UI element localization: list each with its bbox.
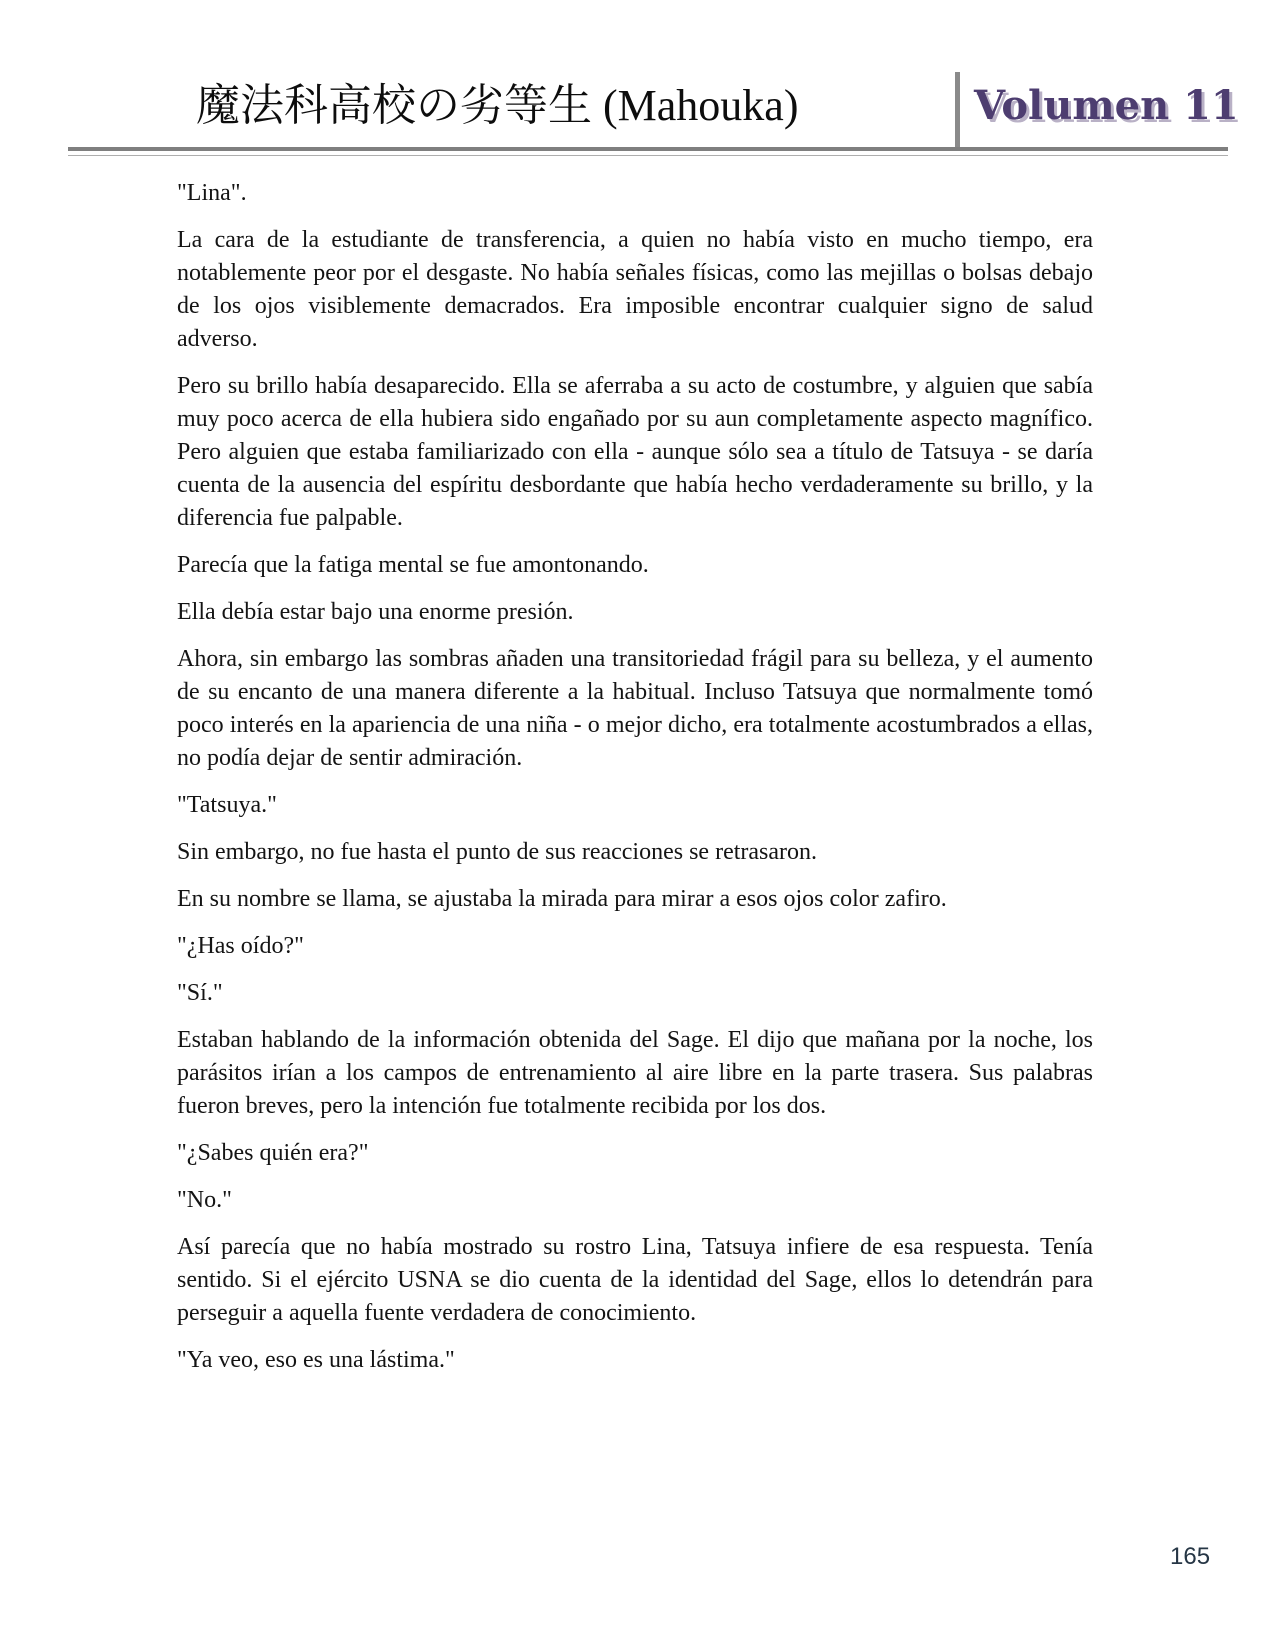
header-rule-thick [68, 147, 1228, 151]
paragraph: Estaban hablando de la información obtenida del Sage. El dijo que mañana por la noche, los parásitos irían a los campos de entrenamiento al aire libre en la parte trasera. Sus palabras fueron breves, pero la intención fue totalmente recibida por los dos. [177, 1027, 1093, 1119]
page-number: 165 [1170, 1543, 1211, 1570]
paragraph: En su nombre se llama, se ajustaba la mirada para mirar a esos ojos color zafiro. [177, 886, 947, 912]
paragraph: "No." [177, 1187, 232, 1213]
paragraph: "Sí." [177, 980, 223, 1006]
paragraph: "Tatsuya." [177, 792, 277, 818]
paragraph: Ahora, sin embargo las sombras añaden una transitoriedad frágil para su belleza, y el aumento de su encanto de una manera diferente a la habitual. Incluso Tatsuya que normalmente tomó poco interés en la apariencia de una niña - o mejor dicho, era totalmente acostumbrados a ellas, no podía dejar de sentir admiración. [177, 646, 1093, 771]
paragraph: "¿Has oído?" [177, 933, 304, 959]
paragraph: Sin embargo, no fue hasta el punto de sus reacciones se retrasaron. [177, 839, 818, 865]
volume-label: Volumen 11 [974, 82, 1239, 129]
paragraph: "¿Sabes quién era?" [177, 1140, 369, 1166]
header-rule-thin [68, 155, 1228, 156]
paragraph: Pero su brillo había desaparecido. Ella se aferraba a su acto de costumbre, y alguien que sabía muy poco acerca de ella hubiera sido engañado por su aun completamente aspecto magnífico. Pero alguien que estaba familiarizado con ella - aunque sólo sea a título de Tatsuya - se daría cuenta de la ausencia del espíritu desbordante que había hecho verdaderamente su brillo, y la diferencia fue palpable. [177, 373, 1093, 531]
page-body [177, 177, 1093, 1391]
paragraph: "Lina". [177, 180, 247, 206]
paragraph: Así parecía que no había mostrado su rostro Lina, Tatsuya infiere de esa respuesta. Tenía sentido. Si el ejército USNA se dio cuenta de la identidad del Sage, ellos lo detendrán para perseguir a aquella fuente verdadera de conocimiento. [177, 1234, 1093, 1326]
paragraph: Parecía que la fatiga mental se fue amontonando. [177, 552, 649, 578]
paragraph: Ella debía estar bajo una enorme presión. [177, 599, 574, 625]
paragraph: "Ya veo, eso es una lástima." [177, 1347, 455, 1373]
paragraph: La cara de la estudiante de transferencia, a quien no había visto en mucho tiempo, era notablemente peor por el desgaste. No había señales físicas, como las mejillas o bolsas debajo de los ojos visiblemente demacrados. Era imposible encontrar cualquier signo de salud adverso. [177, 227, 1093, 352]
document-title: 魔法科高校の劣等生 (Mahouka) [196, 81, 799, 130]
header-vertical-divider [955, 72, 960, 151]
